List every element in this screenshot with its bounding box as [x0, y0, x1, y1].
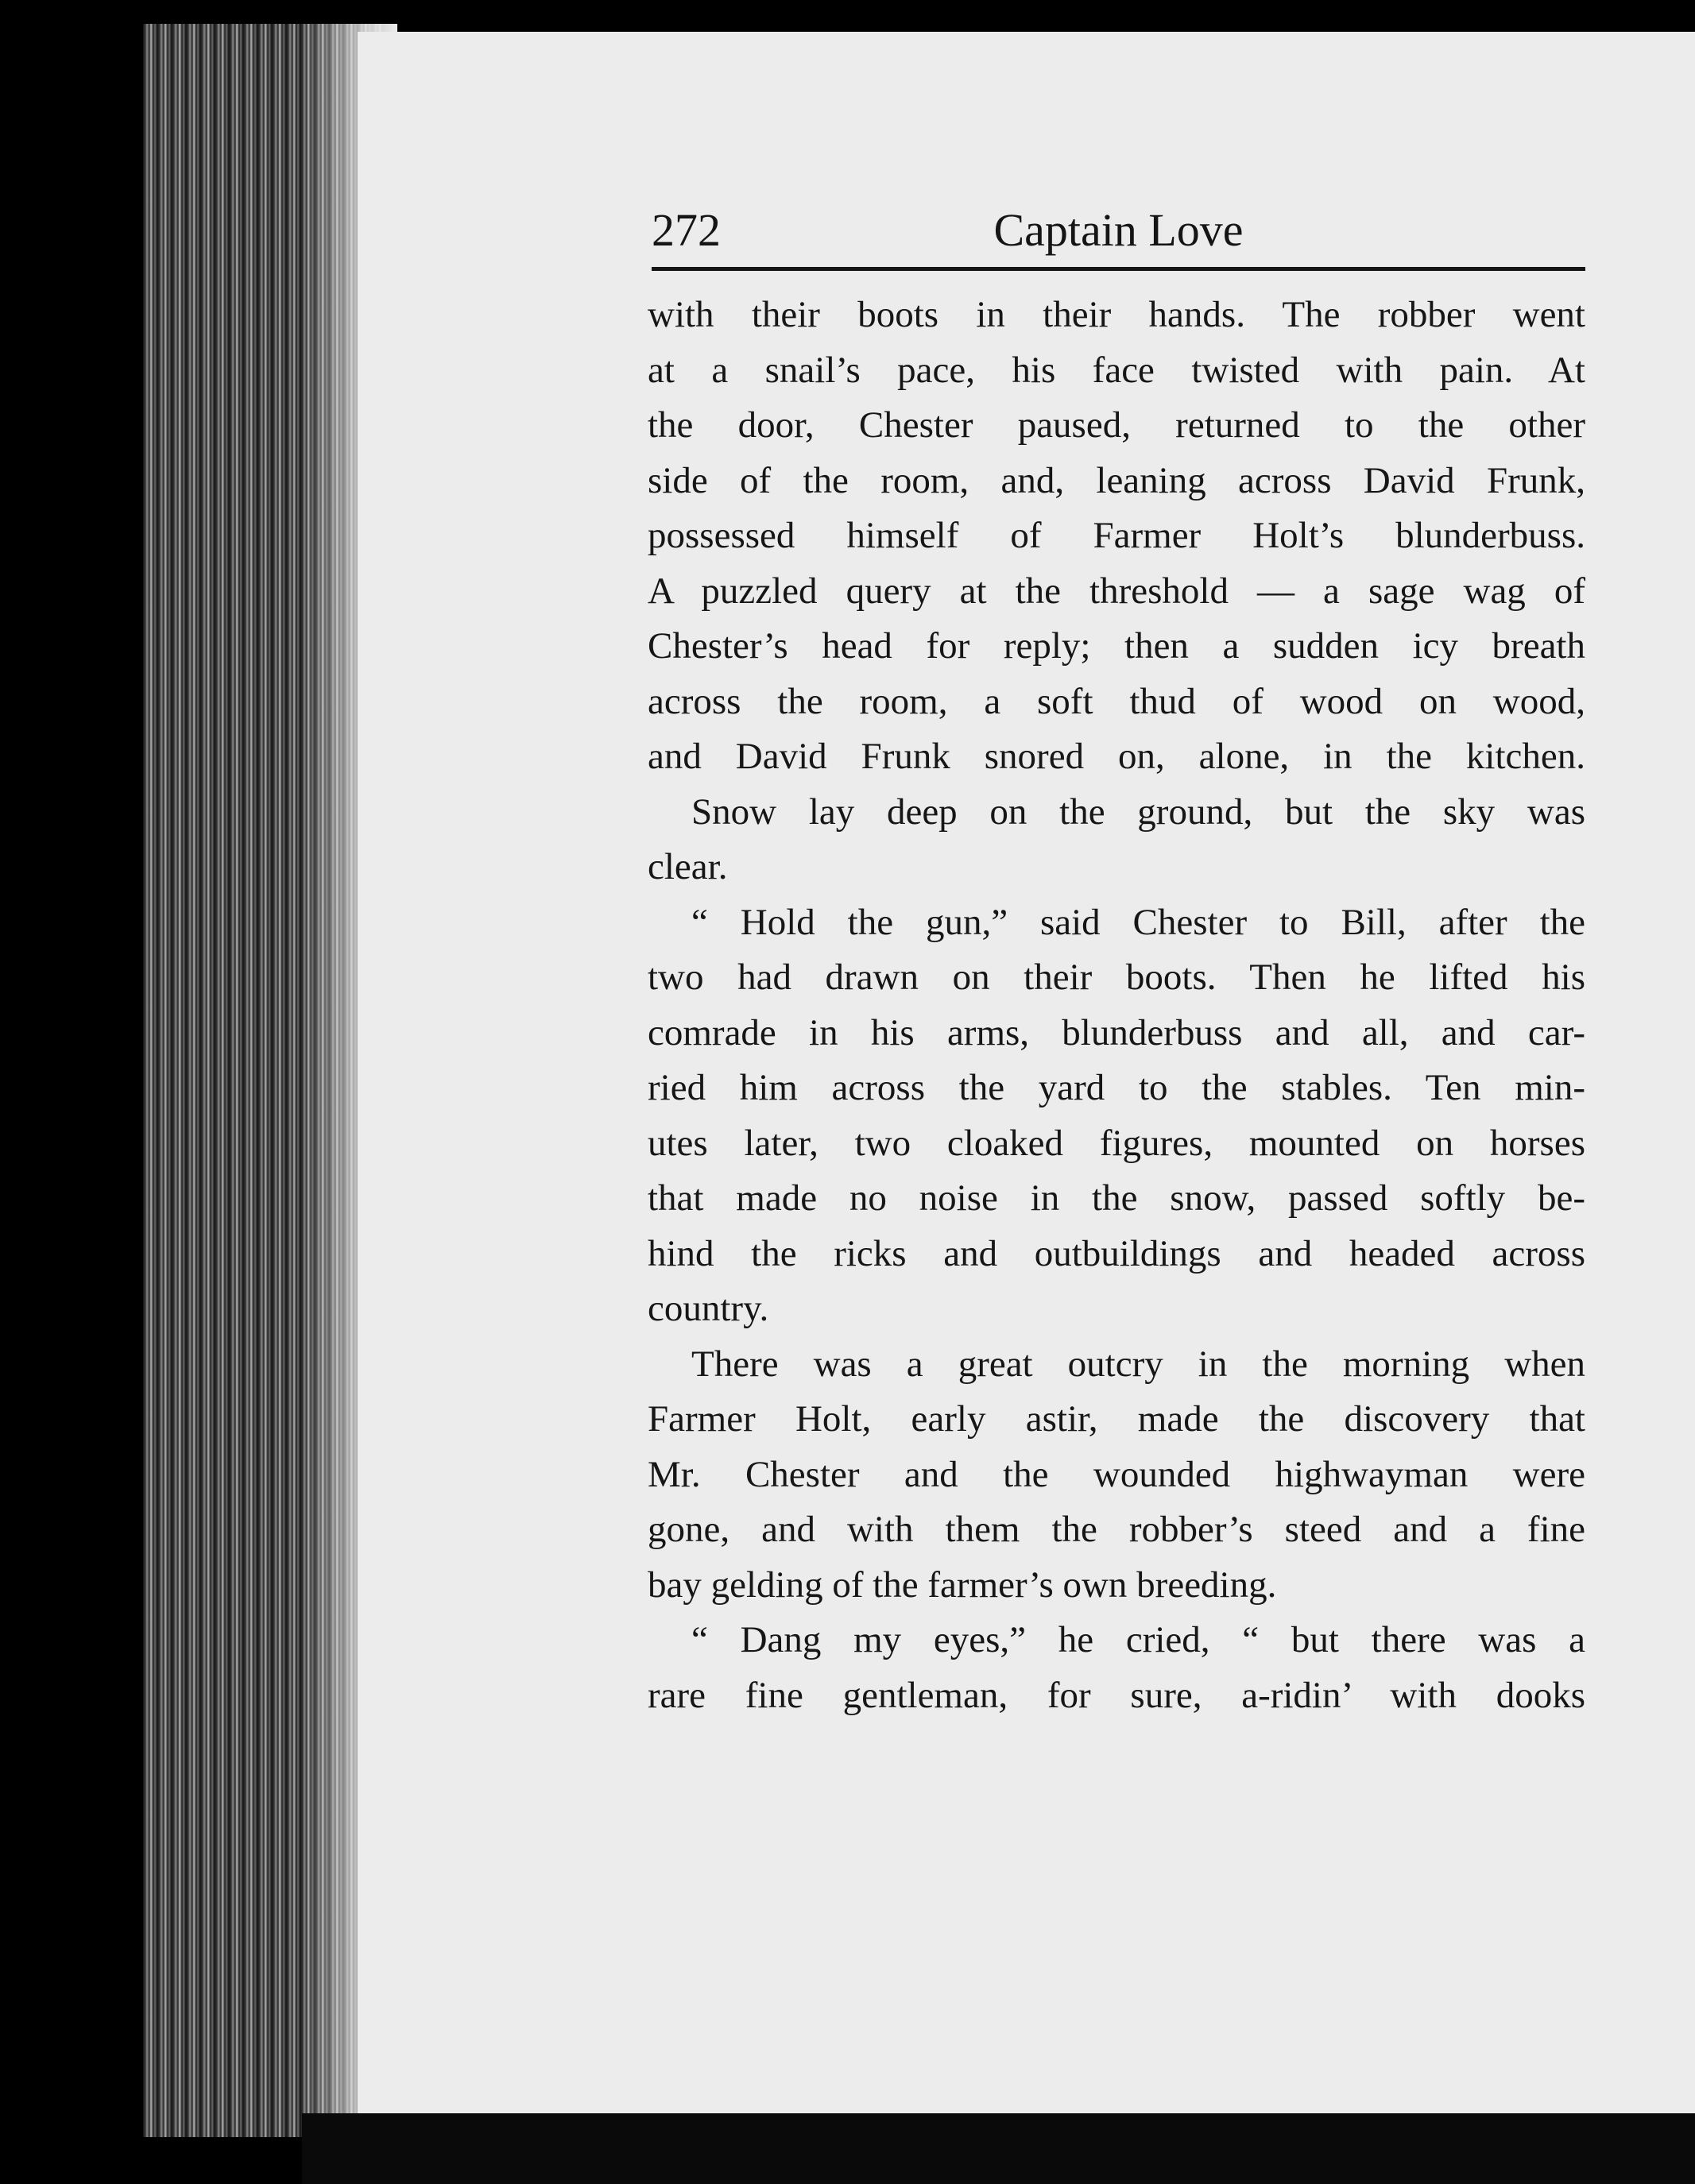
text-line: the door, Chester paused, returned to the other [648, 404, 1585, 446]
text-line: bay gelding of the farmer’s own breeding. [648, 1564, 1277, 1606]
text-line: possessed himself of Farmer Holt’s blunderbuss. [648, 515, 1585, 556]
text-line: with their boots in their hands. The robber went [648, 294, 1585, 335]
text-line: ried him across the yard to the stables. Ten min- [648, 1067, 1585, 1108]
text-line: clear. [648, 846, 728, 887]
text-line: Farmer Holt, early astir, made the discovery that [648, 1398, 1585, 1440]
text-line: A puzzled query at the threshold — a sage wag of [648, 570, 1585, 612]
page-number: 272 [652, 204, 721, 256]
running-header [652, 199, 1585, 270]
text-line: comrade in his arms, blunderbuss and all, and car- [648, 1011, 1585, 1053]
text-line: “ Dang my eyes,” he cried, “ but there was a [691, 1619, 1585, 1660]
header-rule [652, 267, 1585, 271]
text-line: country. [648, 1288, 769, 1329]
text-line: utes later, two cloaked figures, mounted on horses [648, 1122, 1585, 1164]
text-line: side of the room, and, leaning across David Frunk, [648, 459, 1585, 501]
text-line: “ Hold the gun,” said Chester to Bill, after the [691, 901, 1585, 943]
page-bottom-shadow [302, 2113, 1695, 2184]
text-line: that made no noise in the snow, passed softly be- [648, 1177, 1585, 1219]
text-line: two had drawn on their boots. Then he lifted his [648, 957, 1585, 998]
text-line: Chester’s head for reply; then a sudden icy breath [648, 625, 1585, 667]
text-line: hind the ricks and outbuildings and headed across [648, 1232, 1585, 1274]
text-line: rare fine gentleman, for sure, a-ridin’ with dooks [648, 1674, 1585, 1716]
page-gutter-shading [302, 24, 397, 2137]
text-line: gone, and with them the robber’s steed and a fine [648, 1509, 1585, 1550]
text-line: across the room, a soft thud of wood on wood, [648, 680, 1585, 722]
text-line: There was a great outcry in the morning when [691, 1343, 1585, 1385]
body-text [648, 288, 1585, 1723]
text-line: Snow lay deep on the ground, but the sky was [691, 790, 1585, 833]
text-line: and David Frunk snored on, alone, in the kitchen. [648, 736, 1585, 777]
text-line: at a snail’s pace, his face twisted with pain. At [648, 349, 1585, 391]
running-title: Captain Love [993, 204, 1244, 256]
text-line: Mr. Chester and the wounded highwayman were [648, 1453, 1585, 1495]
